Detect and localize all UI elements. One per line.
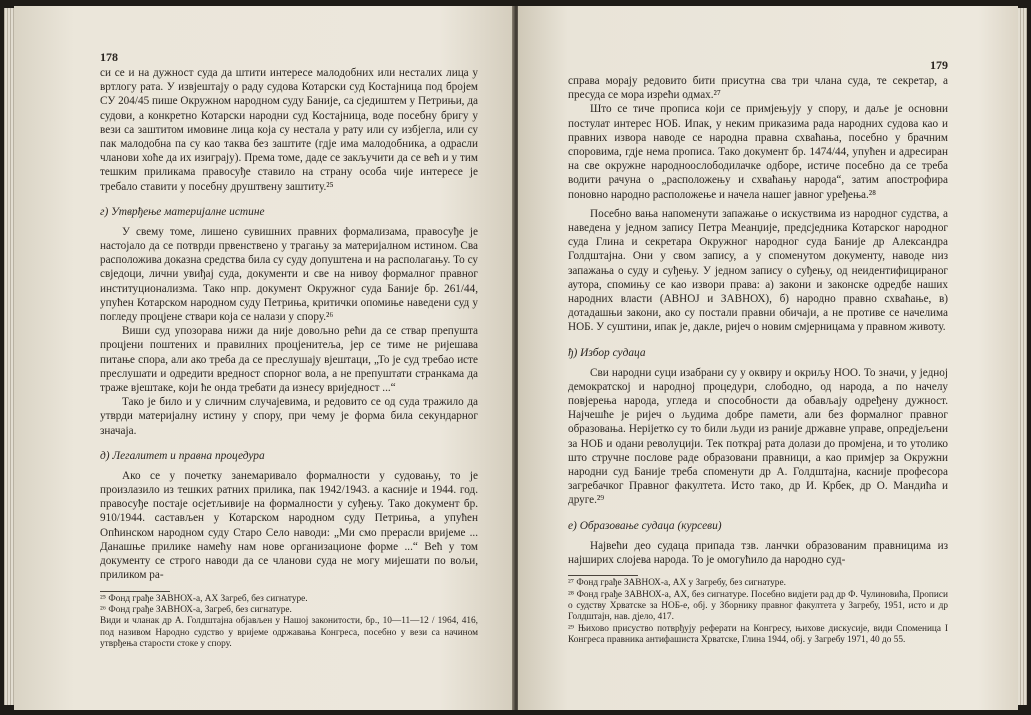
paragraph: Сви народни суци изабрани су у оквиру и окриљу НОО. То значи, у једној демократској и народној процедури, слободно, од народа, а по начелу повјерења народа, угледа и способности да обављају одређену дужност. Најчешће је ријеч о људима добре памети, али без формалног правног образовања. Нерijетко су то били људи из раније државне управе, опредјељени за НОБ и одани револуцији. Тек поткрај рата долази до промјена, и то утолико што стручне послове раде образовани правници, а као примјер за Окружни народни суд Баније треба споменути др А. Голдштајна, касније професора загребачког Правног факултета. Исто тако, др И. Крбек, др О. Мандића и друге.²⁹ — [568, 366, 948, 507]
footnote-divider — [568, 575, 638, 576]
section-heading-d: д) Легалитет и правна процедура — [100, 449, 265, 462]
section-heading-g: г) Утврђење материјалне истине — [100, 205, 265, 218]
paragraph: Највећи део судаца припада тзв. ланчки образованим правницима из најширих слојева народа. То је омогућило да народно суд- — [568, 539, 948, 566]
footnote: ²⁵ Фонд грађе ЗАВНОХ-а, АХ Загреб, без сигнатуре. — [100, 593, 308, 604]
paragraph: Што се тиче прописа који се примјењују у спору, и даље је основни постулат интерес НОБ. Ипак, у неким приказима рада народних судова као и правних извора наводе се народна правна схваћања, посебно у брачним споровима, гдје нема прописа. Тако документ бр. 1474/44, упућен и адресиран на све окружне народноослободилачке одборе, истиче посебно да се треба водити рачуна о „расположењу и схваћању народа“, затим апострофира поновно народно расположење и начела нашег јавног уређења.²⁸ — [568, 103, 948, 201]
footnote: Види и чланак др А. Голдштајна објављен у Нашој законитости, бр., 10—11—12 / 1964, 416, под називом Народно судство у вријеме одржавања Конгреса, посебно у вези са начином утврђења старости стоке у спору. — [100, 616, 478, 650]
paragraph: справа морају редовито бити присутна сва три члана суда, те секретар, а пресуда се мора изрећи одмах.²⁷ — [568, 75, 948, 102]
footnote-divider — [100, 591, 170, 592]
footnote: ²⁸ Фонд грађе ЗАВНОХ-а, АХ, без сигнатуре. Посебно видјети рад др Ф. Чулиновића, Прописи о судству Хрватске за НОБ-е, обј. у Зборнику правног факултета у Загребу, 1951, исто и др Голдштајн, нав. дјело, 417. — [568, 589, 948, 623]
footnote: ²⁶ Фонд грађе ЗАВНОХ-а, Загреб, без сигнатуре. — [100, 604, 292, 615]
footnote: ²⁹ Њихово присуство потврђују реферати на Конгресу, њихове дискусије, види Споменица I Конгреса правника антифашиста Хрватске, Глина 1944, обј. у Загребу 1971, 40 до 55. — [568, 623, 948, 646]
right-page — [518, 6, 1018, 710]
paragraph: Ако се у почетку занемаривало формалности у судовању, то је произлазило из тешких ратних прилика, пак 1942/1943. а касније и 1944. год. правосуђе постаје осјетљивије на формалности у суђењу. Тако документ бр. 910/1944. састављен у Котарском народном суду Петриња, а упућен Опћинском народном суду Старо Село наводи: „Ми смо прерасли вријеме ... Данашње прилике намећу нам нове организационе форме ...“ Већ у том документу се строго наводи да се чланови суда не могу мијешати по вољи, приликом ра- — [100, 469, 478, 582]
section-heading-dj: ђ) Избор судаца — [568, 346, 646, 359]
left-page — [14, 6, 514, 710]
footnote: ²⁷ Фонд грађе ЗАВНОХ-а, АХ у Загребу, без сигнатуре. — [568, 578, 786, 589]
paragraph: си се и на дужност суда да штити интересе малодобних или несталих лица у вртлогу рата. У извјештају о раду судова Котарски суд Костајница под бројем СУ 204/45 пише Окружном народном суду Баније, са сједиштем у Петрињи, да судови, а конкретно Котарски народни суд Костајница, воде посебну бригу у вези са заштитом имовине лица која су нестала у рату или су избјегла, или су пак малодобна па су као таква без заштите (гдје има малодобника, а одрасли чланови хоће да их изиграју). Према томе, даде се закључити да се већ и у тим тешким приликама правосуђе ставило на страну особа чије интересе је требало ставити у посебну друштвену заштиту.²⁵ — [100, 67, 478, 193]
page-stack-edge-left — [4, 8, 14, 705]
page-number-right: 179 — [930, 58, 948, 72]
paragraph: Тако је било и у сличним случајевима, и редовито се од суда тражило да утврди материјалну истину у спору, при чему је форма била секундарног значаја. — [100, 396, 478, 437]
page-number-left: 178 — [100, 50, 118, 64]
paragraph: Посебно вања напоменути запажање о искуствима из народног судства, а наведена у једном запису Петра Меанџије, предсједника Котарског народног суда Глина и секретара Окружног народног суда Баније др Александра Голдштајна. Они у свом запису, а у споменутом документу, наводе низ запажања о суду и суђењу. У једном запису о суђењу, од неидентифицираног аутора, спомињу се као извори права: а) закони и законске одредбе наших народних власти (АВНОЈ и ЗАВНОХ), б) народно правно схваћање, в) дотадашњи закони, ако су постали правни обичаји, а не противе се начелима НОБ. У суштини, ипак је, дакле, ријеч о новим смјерницама у правном животу. — [568, 207, 948, 334]
section-heading-e: е) Образовање судаца (курсеви) — [568, 519, 722, 532]
paragraph: У свему томе, лишено сувишних правних формализама, правосуђе је настојало да се потврди првенствено у трагању за материјалном истином. Сва расположива доказна средства била су суду допуштена и на располагању. То су свједоци, лични увиђај суда, документи и све на нивоу формалног правног институционализма. Тако нпр. документ Окружног суда Баније бр. 261/44, упућен Котарском народном суду Петриња, критички опомиње наведени суд у погледу процјене ствари која се налази у спору.²⁶ — [100, 225, 478, 324]
page-stack-edge-right — [1017, 8, 1027, 705]
paragraph: Виши суд упозорава нижи да није довољно рећи да се ствар препушта процјени поштених и правилних процјенитеља, јер се тиме не ријешава питање спора, али ако треба да се преслушају вјештаци, „То је суд требао исте преслушати и одредити вредност спорног вола, а не препуштати странкама да траже вјештаке, који ће онда требати да изнесу вриједност ...“ — [100, 325, 478, 395]
